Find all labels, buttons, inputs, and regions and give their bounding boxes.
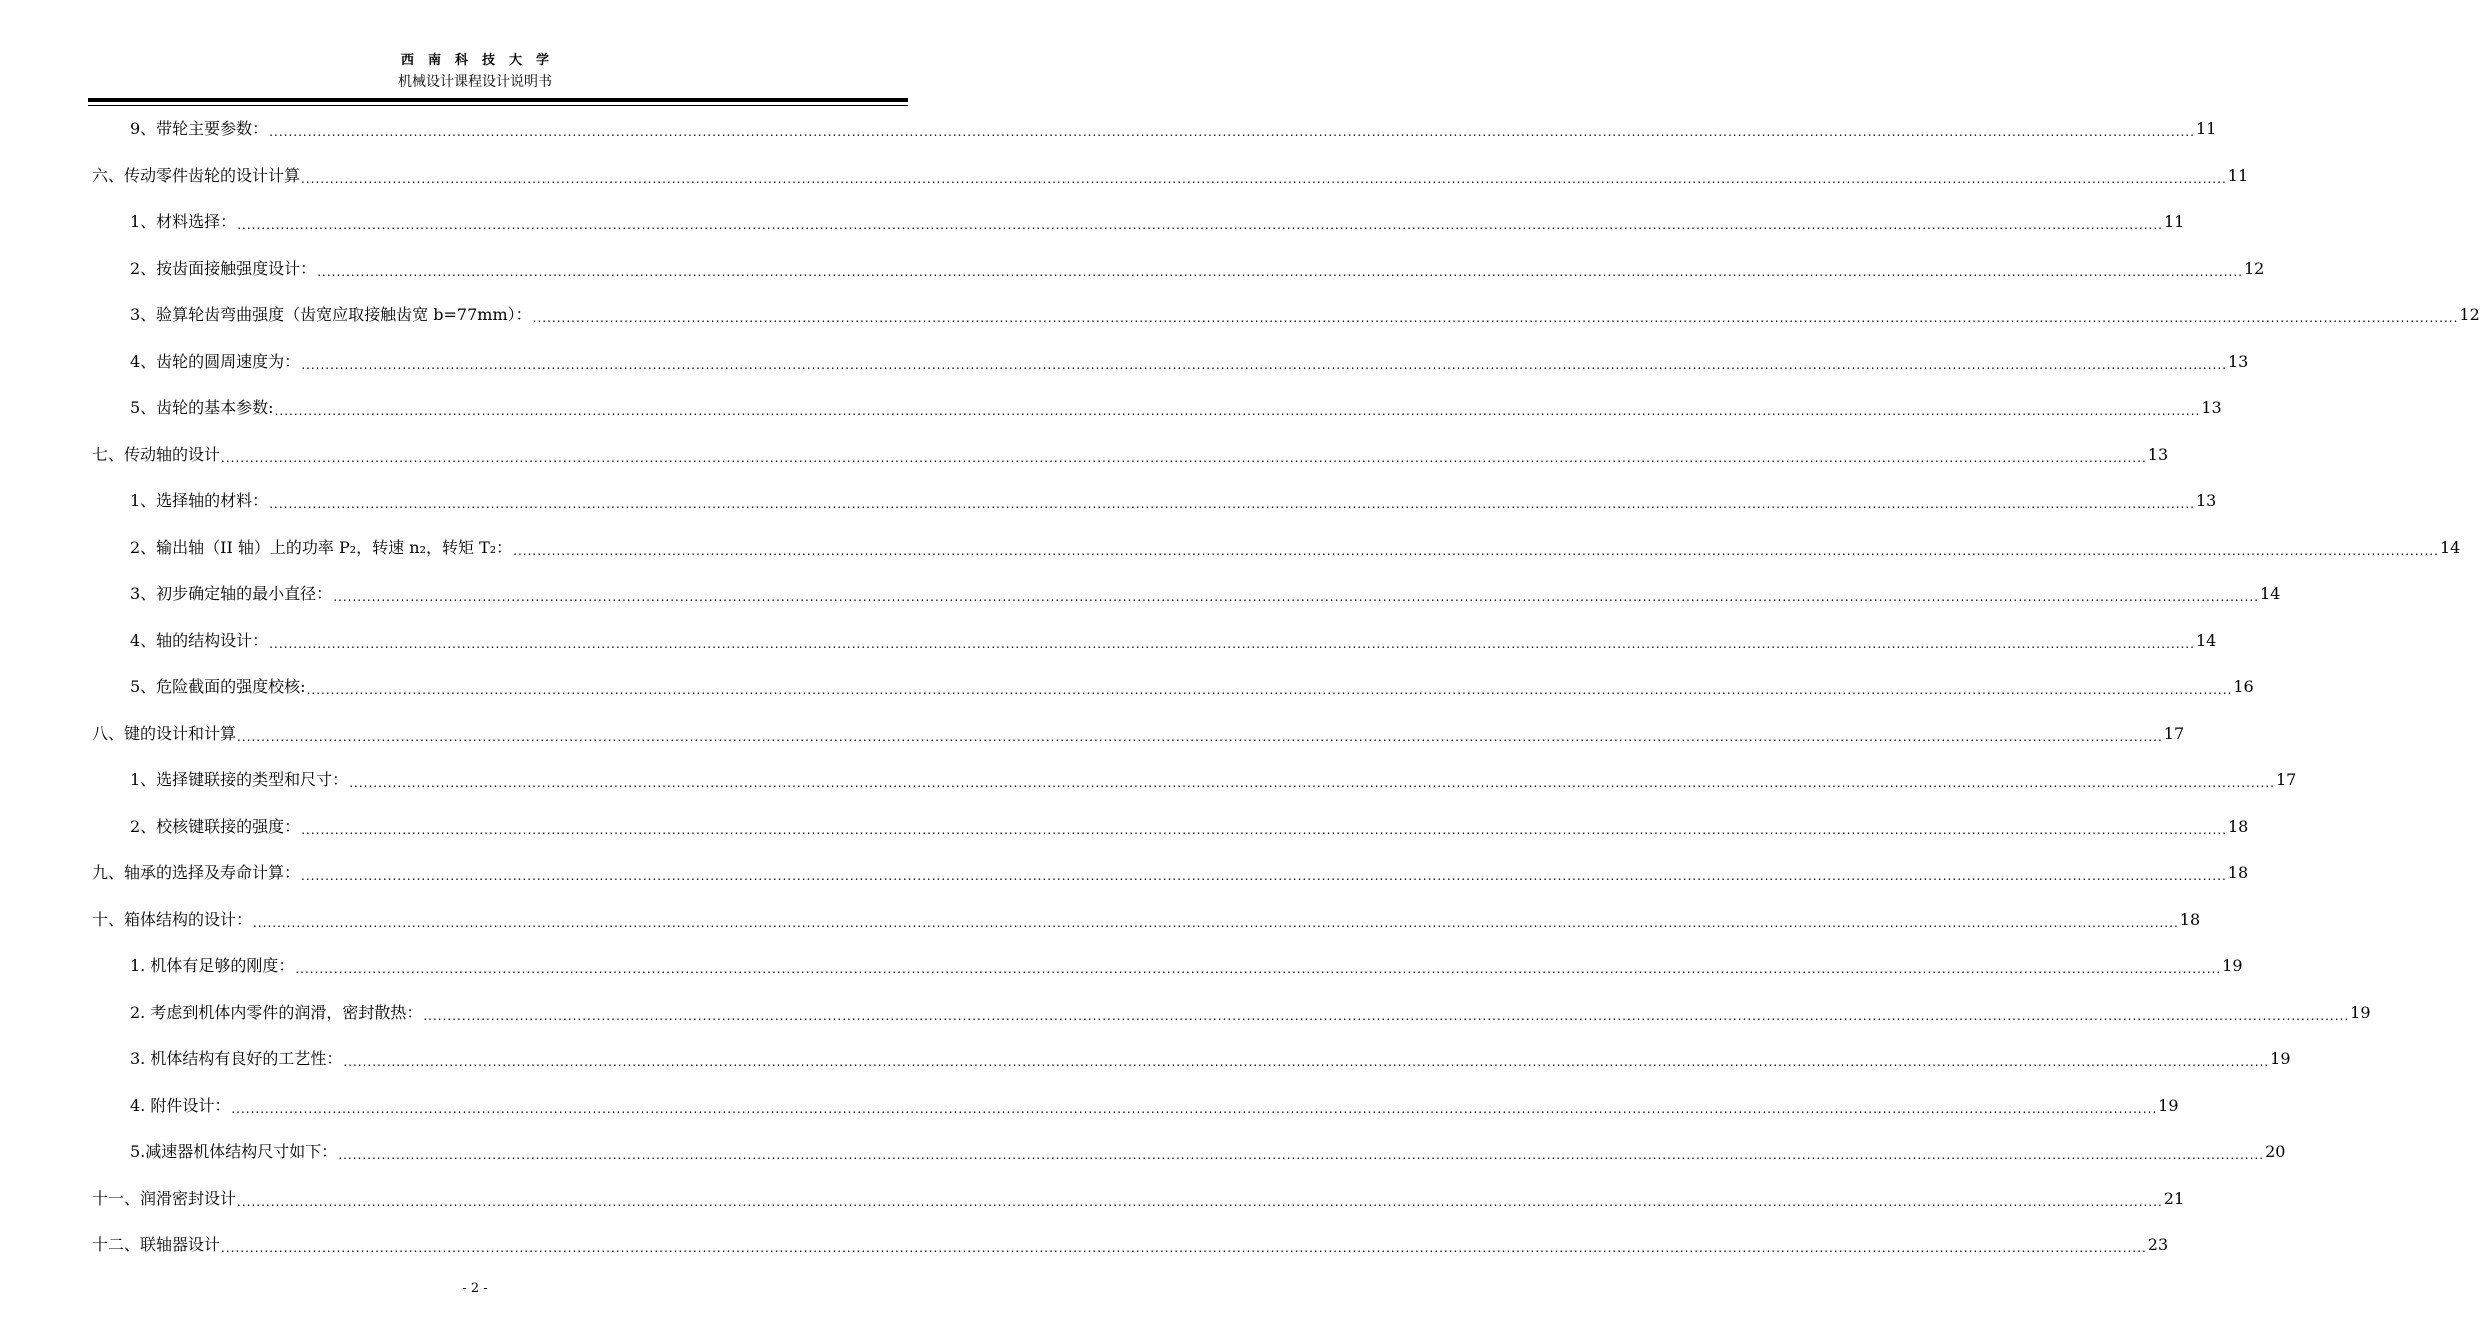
- toc-entry-page: 11: [2163, 212, 2185, 231]
- toc-entry-page: 14: [2195, 630, 2217, 650]
- toc-leader-dots: ................................................................................................................................................................................................................................................................................................................................................................................................................: [295, 962, 2222, 976]
- toc-entry-title: 5.减速器机体结构尺寸如下：: [130, 1142, 338, 1161]
- toc-entry-page: 16: [2233, 677, 2254, 696]
- toc-entry-page: 17: [2275, 770, 2297, 789]
- toc-entry-page: 19: [2158, 1095, 2179, 1115]
- toc-entry-page: 14: [2439, 537, 2461, 557]
- toc-leader-dots: ................................................................................................................................................................................................................................................................................................................................................................................................................: [513, 543, 2439, 558]
- toc-leader-dots: ................................................................................................................................................................................................................................................................................................................................................................................................................: [237, 218, 2163, 232]
- toc-entry[interactable]: [130, 628, 2217, 652]
- toc-entry[interactable]: [130, 395, 2222, 419]
- toc-entry[interactable]: [130, 953, 2243, 977]
- document-subtitle: 机械设计课程设计说明书: [398, 74, 552, 90]
- toc-leader-dots: ................................................................................................................................................................................................................................................................................................................................................................................................................: [269, 125, 2195, 139]
- toc-entry-page: 11: [2195, 119, 2217, 138]
- toc-leader-dots: ................................................................................................................................................................................................................................................................................................................................................................................................................: [333, 590, 2259, 604]
- toc-entry-title: 2、按齿面接触强度设计：: [130, 258, 317, 278]
- toc-entry-page: 19: [2222, 956, 2243, 975]
- toc-entry-title: 9、带轮主要参数：: [130, 119, 269, 138]
- toc-entry-page: 20: [2265, 1142, 2286, 1161]
- toc-entry-page: 13: [2227, 351, 2249, 371]
- toc-leader-dots: ................................................................................................................................................................................................................................................................................................................................................................................................................: [532, 311, 2459, 325]
- toc-entry[interactable]: [130, 302, 2480, 326]
- toc-entry-title: 十二、联轴器设计: [92, 1235, 221, 1254]
- toc-leader-dots: ................................................................................................................................................................................................................................................................................................................................................................................................................: [301, 822, 2227, 837]
- toc-entry-page: 13: [2147, 444, 2169, 464]
- toc-entry-title: 八、键的设计和计算: [92, 723, 237, 743]
- toc-entry-page: 19: [2270, 1049, 2291, 1068]
- toc-entry[interactable]: [92, 860, 2249, 884]
- toc-entry-title: 3、验算轮齿弯曲强度（齿宽应取接触齿宽 b=77mm）：: [130, 305, 532, 324]
- toc-entry-title: 2、校核键联接的强度：: [130, 816, 301, 836]
- toc-entry-page: 18: [2179, 909, 2201, 929]
- toc-leader-dots: ................................................................................................................................................................................................................................................................................................................................................................................................................: [301, 869, 2227, 883]
- school-name: 西南科技大学: [400, 53, 563, 68]
- toc-entry[interactable]: [130, 116, 2217, 140]
- header-rule-thick: [88, 98, 908, 102]
- toc-entry-title: 六、传动零件齿轮的设计计算: [92, 165, 301, 185]
- toc-leader-dots: ................................................................................................................................................................................................................................................................................................................................................................................................................: [338, 1148, 2265, 1162]
- toc-entry[interactable]: [92, 442, 2169, 466]
- toc-entry-title: 4、齿轮的圆周速度为：: [130, 351, 301, 371]
- toc-entry[interactable]: [130, 256, 2265, 280]
- toc-entry-title: 1、材料选择：: [130, 212, 237, 231]
- toc-entry-page: 23: [2147, 1235, 2169, 1254]
- toc-entry-page: 12: [2459, 305, 2480, 324]
- toc-leader-dots: ................................................................................................................................................................................................................................................................................................................................................................................................................: [301, 171, 2227, 186]
- toc-entry-page: 11: [2227, 165, 2249, 185]
- toc-entry[interactable]: [130, 1139, 2286, 1163]
- toc-entry-title: 3. 机体结构有良好的工艺性：: [130, 1049, 343, 1068]
- toc-entry-page: 12: [2243, 258, 2265, 278]
- toc-entry[interactable]: [92, 163, 2249, 187]
- toc-entry-title: 4、轴的结构设计：: [130, 630, 269, 650]
- toc-leader-dots: ................................................................................................................................................................................................................................................................................................................................................................................................................: [253, 915, 2179, 930]
- toc-entry-title: 1、选择键联接的类型和尺寸：: [130, 770, 349, 789]
- toc-entry[interactable]: [130, 581, 2281, 605]
- toc-entry-title: 九、轴承的选择及寿命计算：: [92, 863, 301, 882]
- toc-leader-dots: ................................................................................................................................................................................................................................................................................................................................................................................................................: [274, 404, 2201, 418]
- toc-entry-page: 17: [2163, 723, 2185, 743]
- toc-leader-dots: ................................................................................................................................................................................................................................................................................................................................................................................................................: [317, 264, 2243, 279]
- toc-entry-page: 18: [2227, 863, 2249, 882]
- toc-entry-page: 21: [2163, 1188, 2185, 1208]
- toc-leader-dots: ................................................................................................................................................................................................................................................................................................................................................................................................................: [343, 1055, 2270, 1069]
- toc-entry[interactable]: [130, 674, 2254, 698]
- toc-entry[interactable]: [92, 1232, 2169, 1256]
- toc-leader-dots: ................................................................................................................................................................................................................................................................................................................................................................................................................: [423, 1008, 2350, 1023]
- toc-entry[interactable]: [130, 535, 2461, 559]
- toc-entry-title: 5、危险截面的强度校核:: [130, 677, 306, 696]
- header-rule-thin: [88, 105, 908, 106]
- toc-leader-dots: ................................................................................................................................................................................................................................................................................................................................................................................................................: [231, 1101, 2158, 1116]
- page-number: - 2 -: [462, 1281, 488, 1296]
- toc-entry-page: 13: [2201, 398, 2222, 417]
- toc-leader-dots: ................................................................................................................................................................................................................................................................................................................................................................................................................: [269, 497, 2195, 511]
- page-header: [0, 52, 950, 92]
- toc-entry-title: 5、齿轮的基本参数:: [130, 398, 274, 417]
- toc-entry-title: 1. 机体有足够的刚度：: [130, 956, 295, 975]
- toc-leader-dots: ................................................................................................................................................................................................................................................................................................................................................................................................................: [221, 1241, 2147, 1255]
- toc-leader-dots: ................................................................................................................................................................................................................................................................................................................................................................................................................: [306, 683, 2233, 697]
- toc-leader-dots: ................................................................................................................................................................................................................................................................................................................................................................................................................: [237, 729, 2163, 744]
- toc-entry-title: 2. 考虑到机体内零件的润滑，密封散热：: [130, 1002, 423, 1022]
- toc-entry[interactable]: [130, 1046, 2291, 1070]
- toc-entry[interactable]: [92, 721, 2185, 745]
- toc-entry[interactable]: [92, 907, 2201, 931]
- toc-entry-title: 十、箱体结构的设计：: [92, 909, 253, 929]
- toc-leader-dots: ................................................................................................................................................................................................................................................................................................................................................................................................................: [237, 1194, 2163, 1209]
- toc-entry[interactable]: [130, 1000, 2371, 1024]
- toc-entry-page: 13: [2195, 491, 2217, 510]
- toc-entry-page: 18: [2227, 816, 2249, 836]
- toc-leader-dots: ................................................................................................................................................................................................................................................................................................................................................................................................................: [349, 776, 2275, 790]
- toc-entry[interactable]: [92, 1186, 2185, 1210]
- toc-entry[interactable]: [130, 767, 2297, 791]
- toc-leader-dots: ................................................................................................................................................................................................................................................................................................................................................................................................................: [269, 636, 2195, 651]
- toc-entry[interactable]: [130, 814, 2249, 838]
- toc-entry-title: 十一、润滑密封设计: [92, 1188, 237, 1208]
- toc-leader-dots: ................................................................................................................................................................................................................................................................................................................................................................................................................: [301, 357, 2227, 372]
- toc-entry[interactable]: [130, 349, 2249, 373]
- toc-entry[interactable]: [130, 1093, 2179, 1117]
- toc-entry-title: 3、初步确定轴的最小直径：: [130, 584, 333, 603]
- toc-entry-title: 七、传动轴的设计: [92, 444, 221, 464]
- toc-entry-title: 4. 附件设计：: [130, 1095, 231, 1115]
- toc-entry-page: 14: [2259, 584, 2281, 603]
- toc-leader-dots: ................................................................................................................................................................................................................................................................................................................................................................................................................: [221, 450, 2147, 465]
- toc-entry-page: 19: [2350, 1002, 2371, 1022]
- toc-entry[interactable]: [130, 209, 2185, 233]
- toc-entry[interactable]: [130, 488, 2217, 512]
- toc-entry-title: 1、选择轴的材料：: [130, 491, 269, 510]
- toc-entry-title: 2、输出轴（II 轴）上的功率 P₂，转速 n₂，转矩 T₂：: [130, 537, 513, 557]
